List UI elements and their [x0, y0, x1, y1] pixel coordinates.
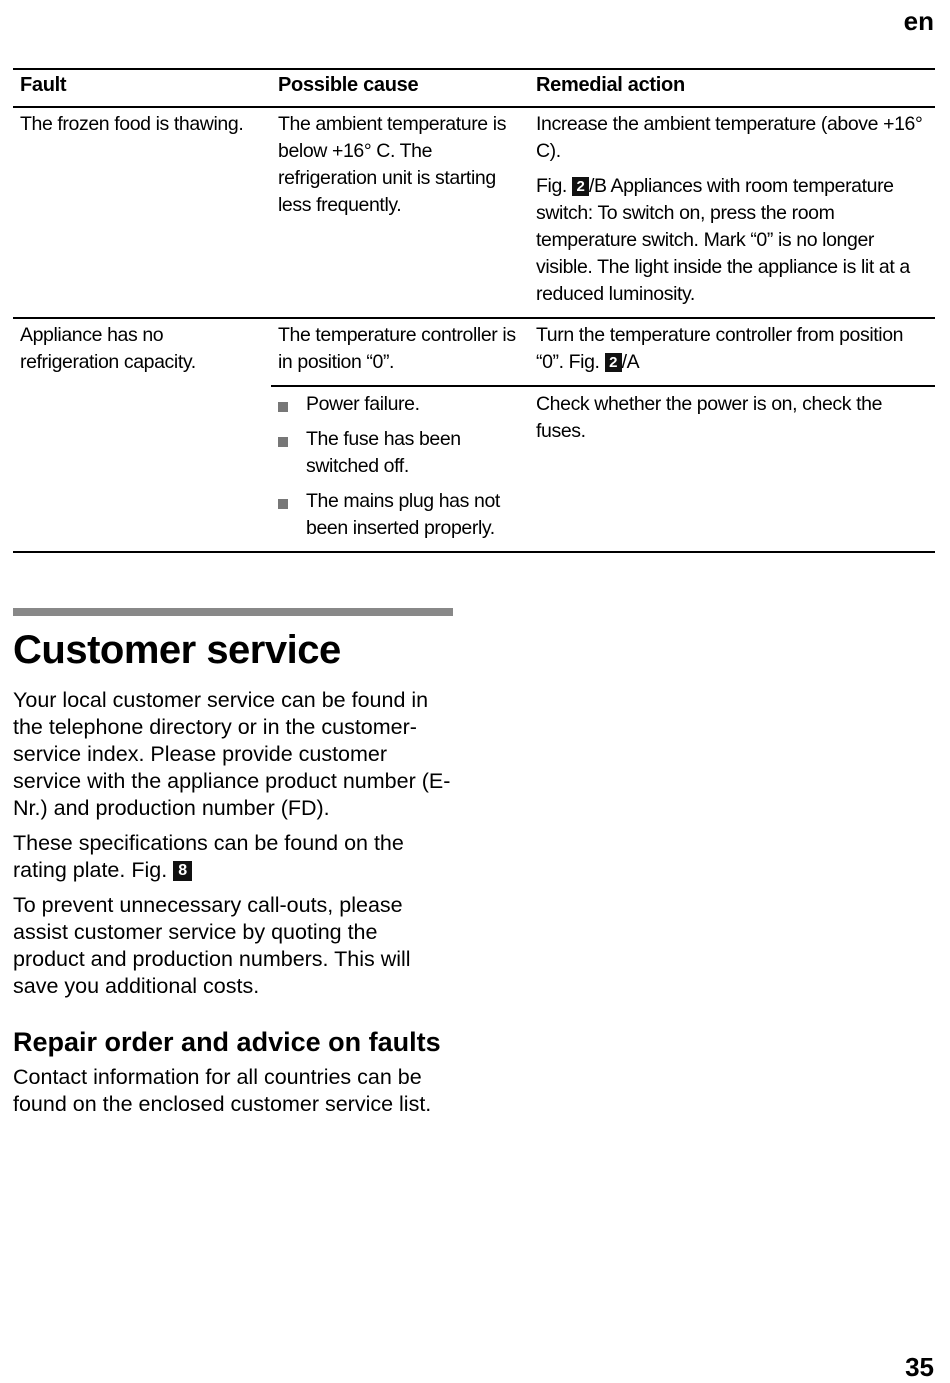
- remedy-cell: [529, 107, 935, 318]
- remedy-cell: Check whether the power is on, check the fuses.: [529, 386, 935, 552]
- page-number: 35: [905, 1352, 934, 1382]
- paragraph: Your local customer service can be found in the telephone directory or in the customer-service index. Please provide customer service with the appliance product number (E-Nr.) and production number (FD).: [13, 688, 451, 820]
- section-title: Customer service: [13, 628, 341, 672]
- remedy-text: Increase the ambient temperature (above +16° C).: [536, 113, 923, 162]
- table-row: [13, 318, 935, 386]
- paragraph: These specifications can be found on the rating plate. Fig. 8: [13, 831, 404, 882]
- figure-ref-badge: 8: [173, 861, 192, 881]
- customer-service-section: [13, 608, 453, 1126]
- fault-cell: Appliance has no refrigeration capacity.: [13, 318, 271, 552]
- cause-cell: [271, 386, 529, 552]
- header-fault: Fault: [13, 69, 271, 107]
- remedy-text: Fig. 2 /B Appliances with room temperature switch: To switch on, press the room temperature switch. Mark “0” is no longer visible. The light inside the appliance is lit at a reduced luminosity.: [536, 175, 910, 305]
- cause-cell: The temperature controller is in position “0”.: [271, 318, 529, 386]
- list-item: The mains plug has not been inserted properly.: [278, 488, 522, 542]
- section-divider-bar: [13, 608, 453, 616]
- table-row: [13, 107, 935, 318]
- header-remedial-action: Remedial action: [529, 69, 935, 107]
- subsection-title: Repair order and advice on faults: [13, 1027, 441, 1057]
- header-possible-cause: Possible cause: [271, 69, 529, 107]
- list-item: The fuse has been switched off.: [278, 426, 522, 480]
- list-item: Power failure.: [278, 391, 522, 418]
- remedy-cell: Turn the temperature controller from position “0”. Fig. 2 /A: [529, 318, 935, 386]
- cause-list: [278, 391, 522, 542]
- paragraph: Contact information for all countries can be found on the enclosed customer service list.: [13, 1065, 432, 1116]
- fault-cell: The frozen food is thawing.: [13, 107, 271, 318]
- language-code: en: [903, 6, 934, 36]
- fault-table: [13, 68, 935, 553]
- figure-ref-badge: 2: [605, 353, 622, 372]
- figure-ref-badge: 2: [572, 177, 589, 196]
- table-header-row: [13, 69, 935, 107]
- cause-cell: The ambient temperature is below +16° C. The refrigeration unit is starting less frequently.: [271, 107, 529, 318]
- paragraph: To prevent unnecessary call-outs, please assist customer service by quoting the product and production numbers. This will save you additional costs.: [13, 893, 411, 998]
